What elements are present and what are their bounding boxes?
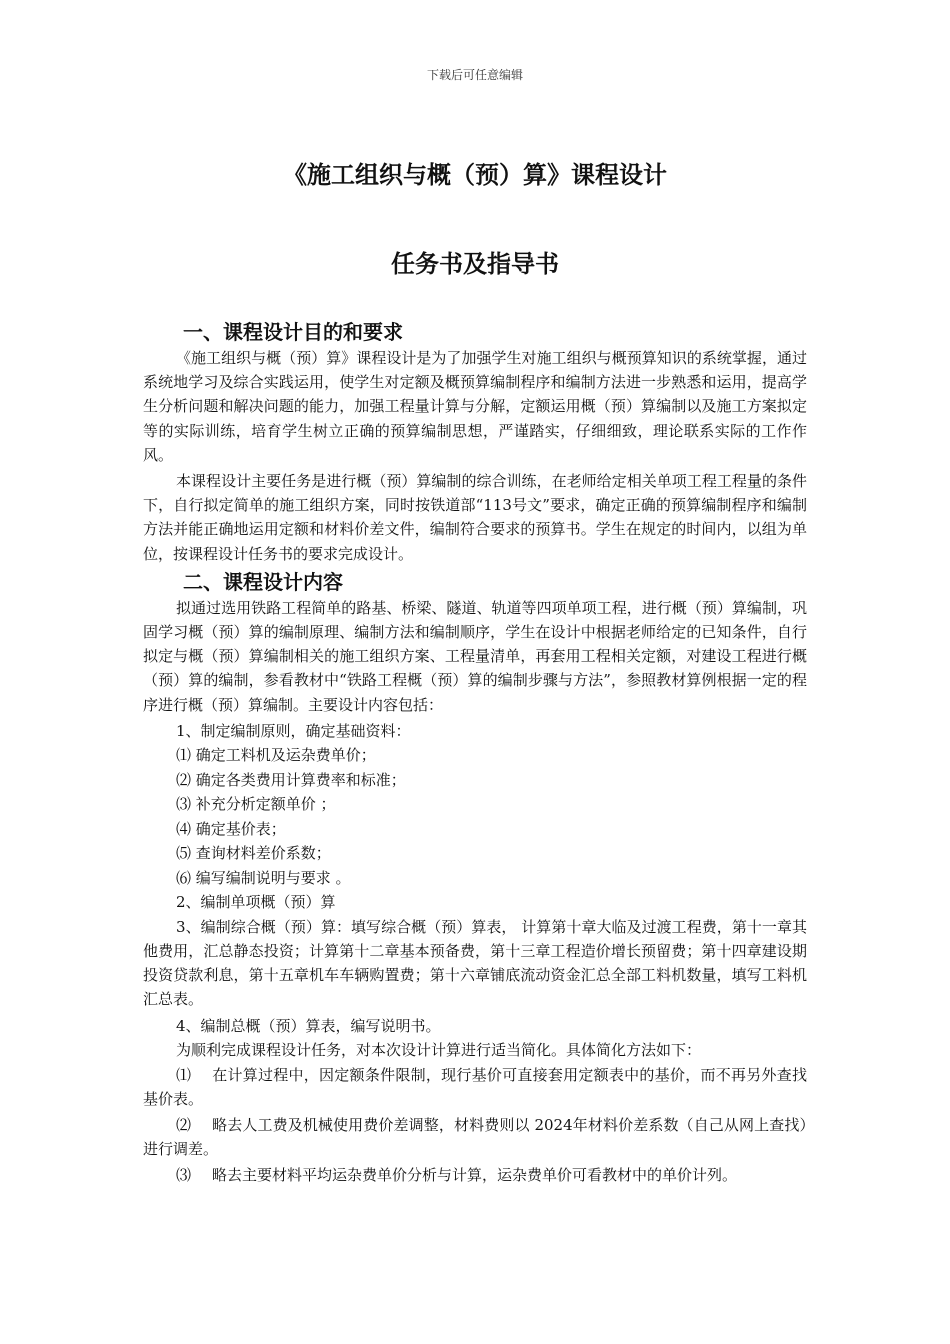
simplify-number: ⑴ xyxy=(176,1065,192,1084)
list-item: ⑶ 补充分析定额单价 ； xyxy=(176,795,336,814)
list-item: ⑵ 确定各类费用计算费率和标准； xyxy=(176,770,406,789)
simplify-number: ⑶ xyxy=(176,1166,192,1185)
section1-paragraph: 《施工组织与概（预）算》课程设计是为了加强学生对施工组织与概预算知识的系统掌握，通过系统地学习及综合实践运用，使学生对定额及概预算编制程序和编制方法进一步熟悉和运用，提高学生分析问题和解决问题的能力，加强工程量计算与分解，定额运用概（预）算编制以及施工方案拟定等的实际训练，培育学生树立正确的预算编制思想，严谨踏实，仔细细致，理论联系实际的工作作风。 xyxy=(143,349,807,464)
list-item: ⑴ 确定工料机及运杂费单价； xyxy=(176,746,376,765)
list-item: 1、制定编制原则，确定基础资料： xyxy=(176,721,411,740)
simplify-item xyxy=(143,1163,807,1187)
simplify-text: 略去主要材料平均运杂费单价分析与计算，运杂费单价可看教材中的单价计列。 xyxy=(212,1166,738,1185)
list-item: ⑷ 确定基价表； xyxy=(176,819,286,838)
section1-paragraph: 本课程设计主要任务是进行概（预）算编制的综合训练，在老师给定相关单项工程工程量的条件下，自行拟定简单的施工组织方案，同时按铁道部“113号文”要求，确定正确的预算编制程序和编制方法并能正确地运用定额和材料价差文件，编制符合要求的预算书。学生在规定的时间内，以组为单位，按课程设计任务书的要求完成设计。 xyxy=(143,472,807,563)
list-item-3: 3、编制综合概（预）算：填写综合概（预）算表， 计算第十章大临及过渡工程费，第十一章其他费用，汇总静态投资；计算第十二章基本预备费，第十三章工程造价增长预留费；第十四章建设期投资贷款利息，第十五章机车车辆购置费；第十六章铺底流动资金汇总全部工料机数量，填写工料机汇总表。 xyxy=(143,917,807,1009)
document-subtitle: 任务书及指导书 xyxy=(391,250,559,278)
list-item: ⑸ 查询材料差价系数； xyxy=(176,844,331,863)
header-note: 下载后可任意编辑 xyxy=(426,68,523,82)
list-item-4: 4、编制总概（预）算表，编写说明书。 xyxy=(176,1016,441,1035)
section-heading-2: 二、课程设计内容 xyxy=(183,569,343,594)
section-heading-1: 一、课程设计目的和要求 xyxy=(183,320,403,344)
simplify-text: 略去人工费及机械使用费价差调整，材料费则以 2024年材料价差系数（自己从网上查找）进行调差。 xyxy=(143,1116,807,1159)
list-item: 2、编制单项概（预）算 xyxy=(176,893,336,912)
simplify-item xyxy=(143,1113,807,1161)
document-title: 《施工组织与概（预）算》课程设计 xyxy=(283,161,667,189)
simplify-intro: 为顺利完成课程设计任务，对本次设计计算进行适当简化。具体简化方法如下： xyxy=(176,1041,702,1060)
section2-intro: 拟通过选用铁路工程简单的路基、桥梁、隧道、轨道等四项单项工程，进行概（预）算编制，巩固学习概（预）算的编制原理、编制方法和编制顺序，学生在设计中根据老师给定的已知条件，自行拟定与概（预）算编制相关的施工组织方案、工程量清单，再套用工程相关定额，对建设工程进行概（预）算的编制，参看教材中“铁路工程概（预）算的编制步骤与方法”，参照教材算例根据一定的程序进行概（预）算编制。主要设计内容包括： xyxy=(143,598,807,714)
document-body xyxy=(143,318,807,1190)
list-item: ⑹ 编写编制说明与要求 。 xyxy=(176,868,351,887)
simplify-item xyxy=(143,1063,807,1111)
simplify-text: 在计算过程中，因定额条件限制，现行基价可直接套用定额表中的基价，而不再另外查找基价表。 xyxy=(143,1065,807,1108)
simplify-number: ⑵ xyxy=(176,1116,192,1135)
